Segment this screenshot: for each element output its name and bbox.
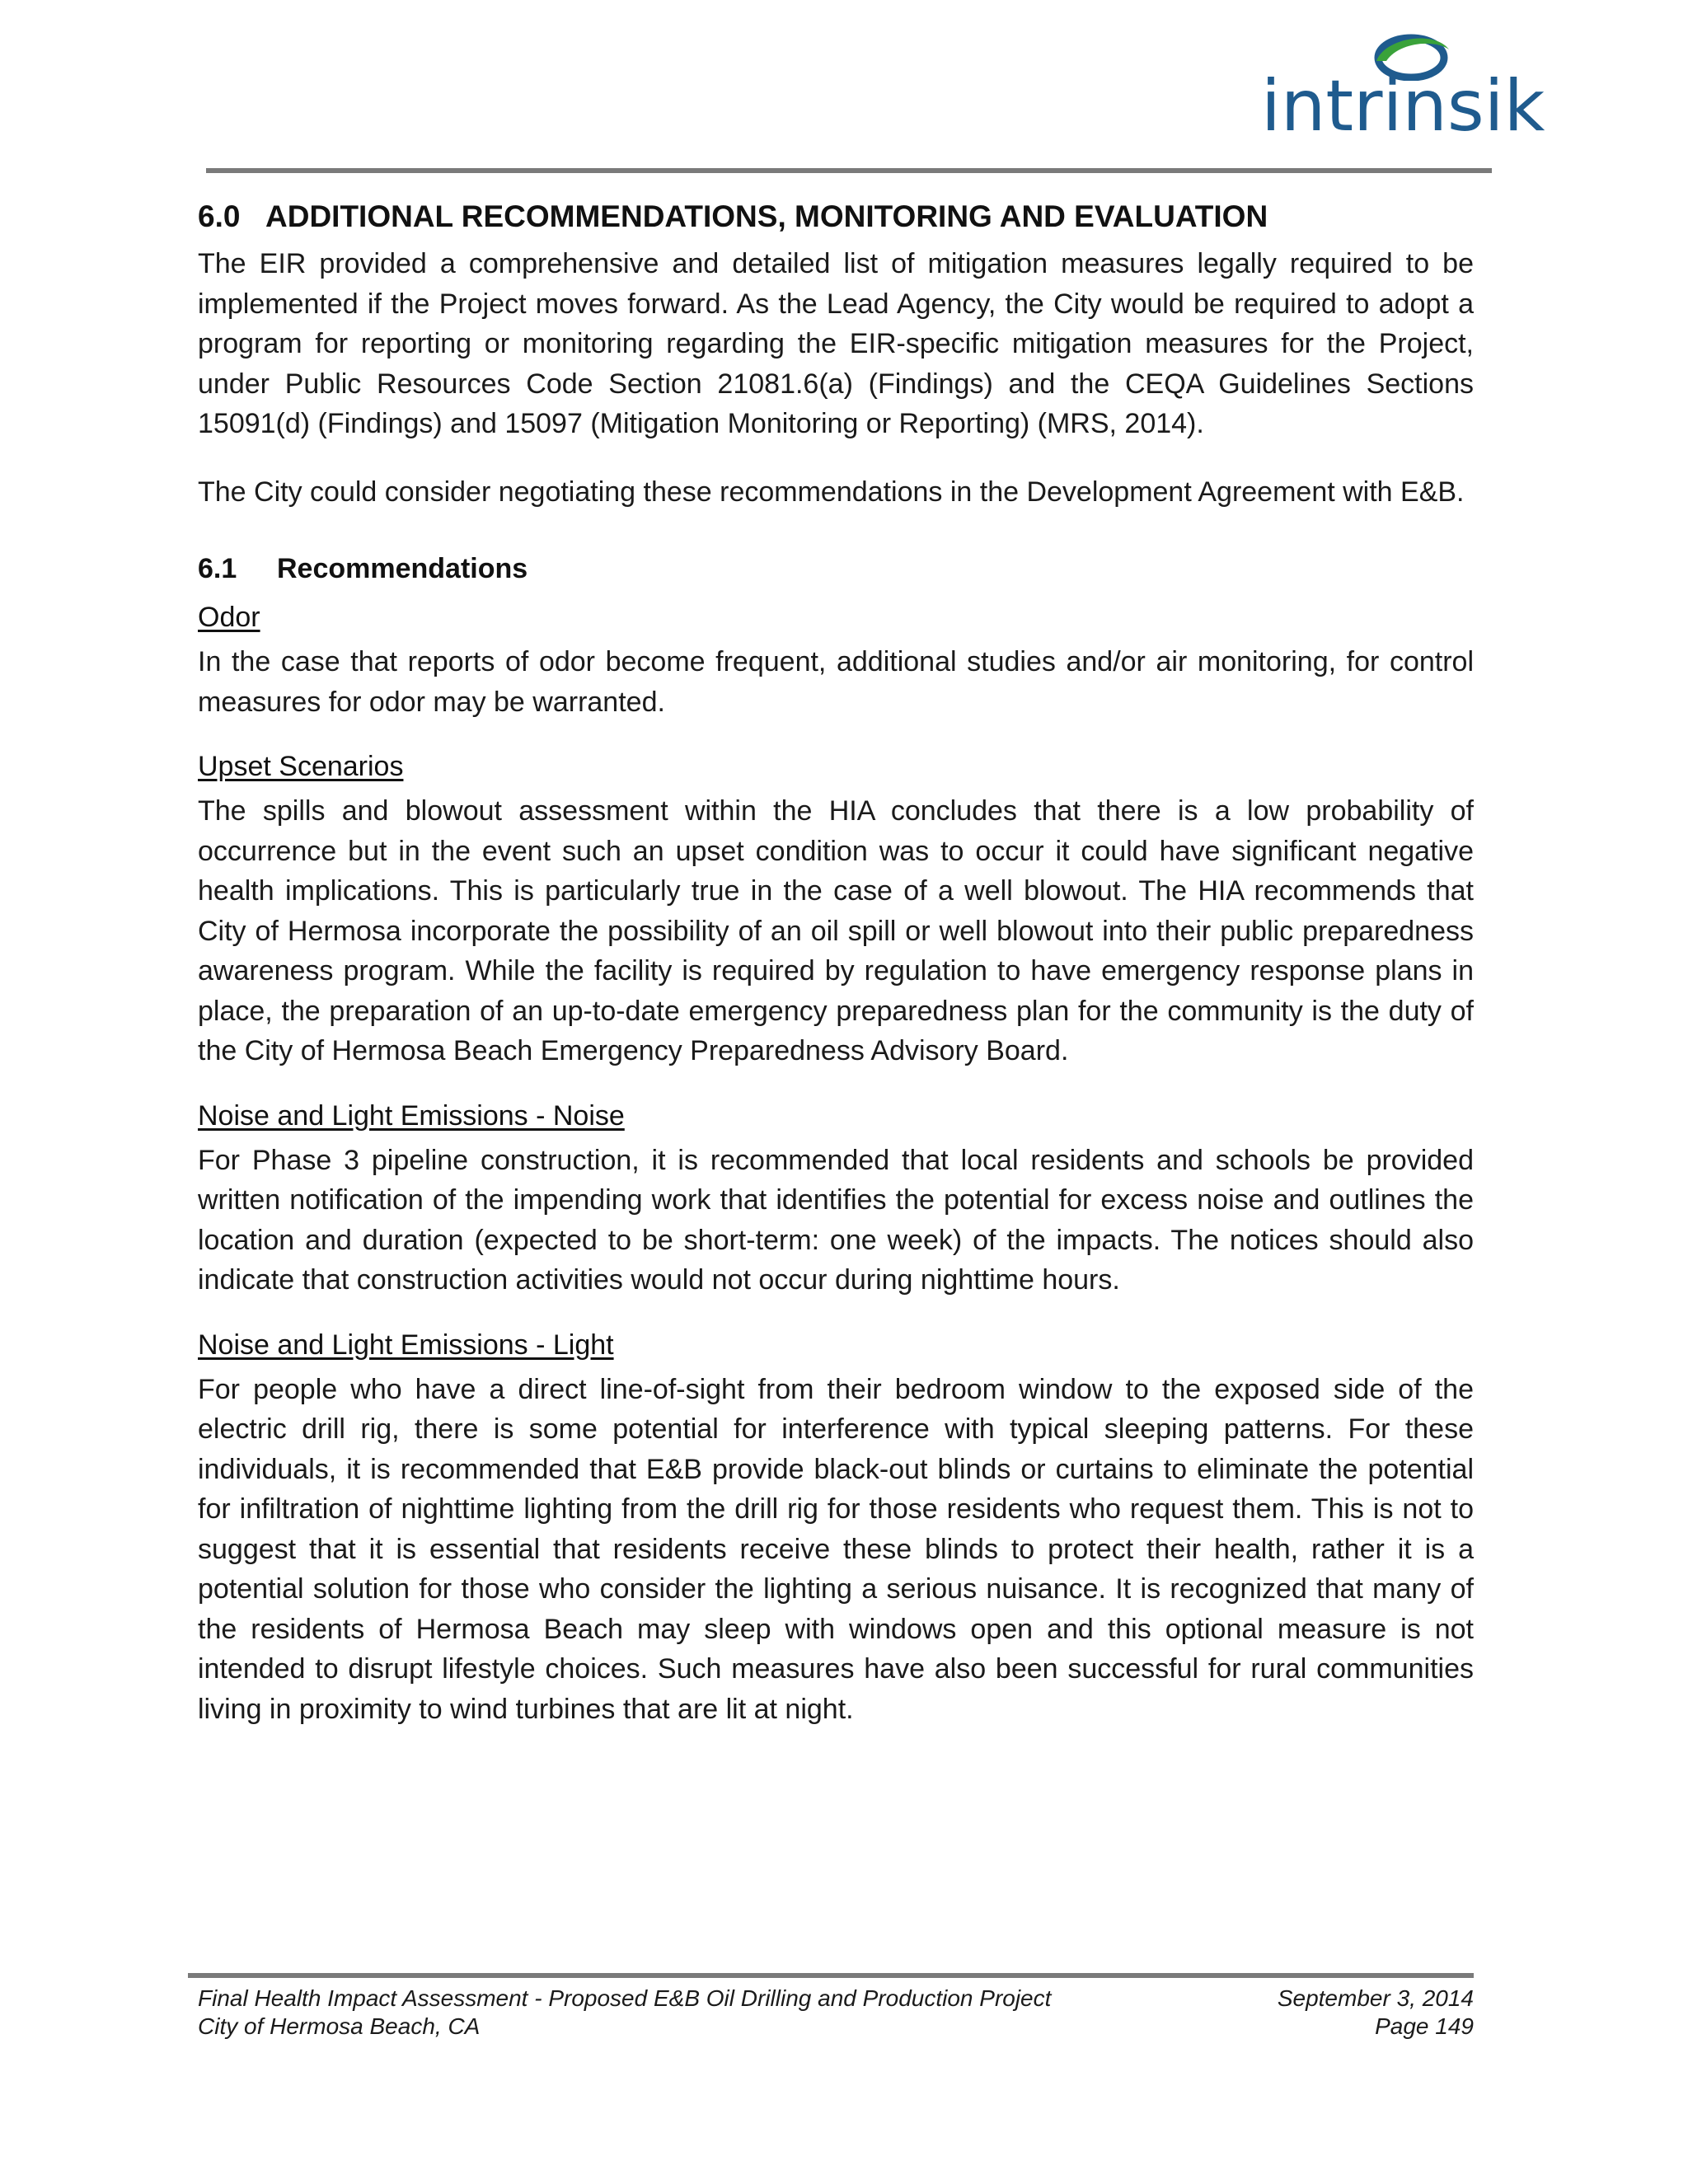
topic-heading-upset: Upset Scenarios bbox=[198, 751, 404, 782]
section-title: ADDITIONAL RECOMMENDATIONS, MONITORING AND EVALUATION bbox=[265, 199, 1268, 233]
section-number: 6.0 bbox=[198, 199, 241, 233]
topic-text-odor: In the case that reports of odor become frequent, additional studies and/or air monitoring, for control measures for odor may be warranted. bbox=[198, 646, 1474, 718]
section-heading bbox=[198, 196, 1474, 237]
intro-paragraph: The EIR provided a comprehensive and detailed list of mitigation measures legally required to be implemented if the Project moves forward. As the Lead Agency, the City would be required to adopt a program for reporting or monitoring regarding the EIR-specific mitigation measures for the Project, under Public Resources Code Section 21081.6(a) (Findings) and the CEQA Guidelines Sections 15091(d) (Findings) and 15097 (Mitigation Monitoring or Reporting) (MRS, 2014). bbox=[198, 248, 1474, 439]
topic-text-light: For people who have a direct line-of-sight from their bedroom window to the exposed side of the electric drill rig, there is some potential for interference with typical sleeping patterns. For these individuals, it is recommended that E&B provide black-out blinds or curtains to eliminate the potential for infiltration of nighttime lighting from the drill rig for those residents who request them. This is not to suggest that it is essential that residents receive these blinds to protect their health, rather it is a potential solution for those who consider the lighting a serious nuisance. It is recognized that many of the residents of Hermosa Beach may sleep with windows open and this optional measure is not intended to disrupt lifestyle choices. Such measures have also been successful for rural communities living in proximity to wind turbines that are lit at night. bbox=[198, 1373, 1474, 1725]
intro-paragraph-2: The City could consider negotiating these recommendations in the Development Agreement with E&B. bbox=[198, 476, 1465, 508]
footer-report-title: Final Health Impact Assessment - Proposed E&B Oil Drilling and Production Project bbox=[198, 1985, 1052, 2011]
intrinsik-logo bbox=[1261, 31, 1545, 148]
subsection-number: 6.1 bbox=[198, 553, 237, 584]
page-footer bbox=[198, 1985, 1474, 2041]
topic-heading-odor: Odor bbox=[198, 602, 260, 633]
footer-page-number: Page 149 bbox=[1375, 2013, 1474, 2039]
topic-text-upset: The spills and blowout assessment within the HIA concludes that there is a low probability of occurrence but in the event such an upset condition was to occur it could have significant negative health implications. This is particularly true in the case of a well blowout. The HIA recommends that City of Hermosa incorporate the possibility of an oil spill or well blowout into their public preparedness awareness program. While the facility is required by regulation to have emergency response plans in place, the preparation of an up-to-date emergency preparedness plan for the community is the duty of the City of Hermosa Beach Emergency Preparedness Advisory Board. bbox=[198, 795, 1474, 1066]
logo-wordmark: intrinsik bbox=[1261, 65, 1545, 148]
topic-text-noise: For Phase 3 pipeline construction, it is recommended that local residents and schools be provided written notification of the impending work that identifies the potential for excess noise and outlines the location and duration (expected to be short-term: one week) of the impacts. The notices should also indicate that construction activities would not occur during nighttime hours. bbox=[198, 1144, 1474, 1296]
footer-city: City of Hermosa Beach, CA bbox=[198, 2013, 481, 2039]
page-body bbox=[198, 196, 1474, 1754]
topic-heading-light: Noise and Light Emissions - Light bbox=[198, 1329, 614, 1361]
footer-date: September 3, 2014 bbox=[1277, 1985, 1474, 2011]
header-divider bbox=[206, 168, 1492, 173]
footer-divider bbox=[188, 1973, 1474, 1978]
subsection-title: Recommendations bbox=[277, 553, 528, 584]
subsection-heading bbox=[198, 548, 1474, 589]
topic-heading-noise: Noise and Light Emissions - Noise bbox=[198, 1099, 625, 1132]
